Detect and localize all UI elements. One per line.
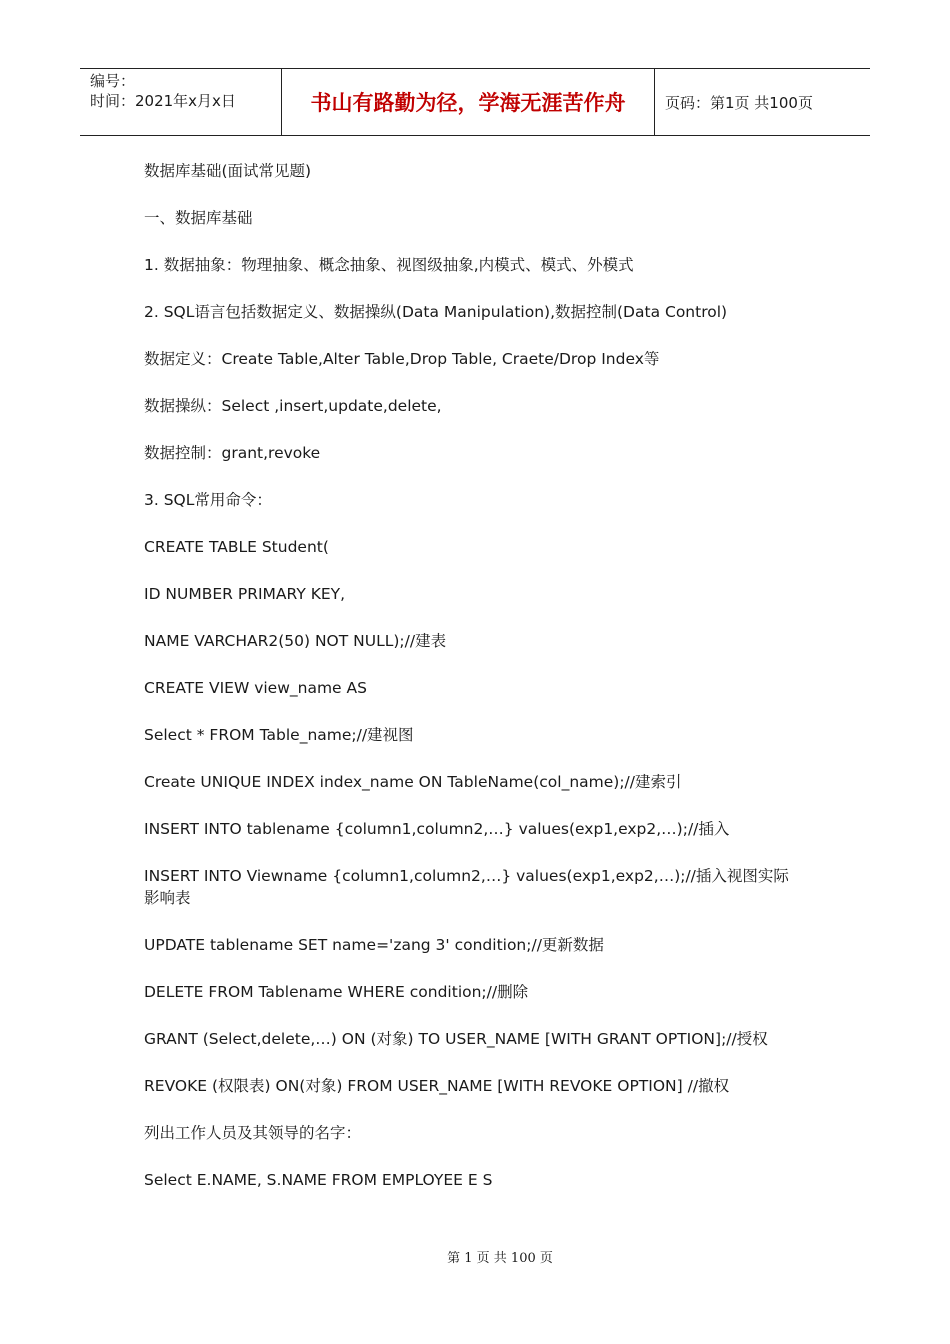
- document-time-label: 时间：2021年x月x日: [90, 92, 236, 110]
- code-line: DELETE FROM Tablename WHERE condition;//删除: [144, 983, 529, 1001]
- page-footer: [0, 1247, 950, 1266]
- header-motto: 书山有路勤为径，学海无涯苦作舟: [310, 91, 626, 115]
- code-line: INSERT INTO Viewname {column1,column2,…} values(exp1,exp2,…);//插入视图实际影响表: [144, 867, 789, 907]
- code-line: CREATE TABLE Student(: [144, 538, 329, 556]
- header-meta: [90, 71, 236, 111]
- code-line: ID NUMBER PRIMARY KEY,: [144, 585, 346, 603]
- code-line: UPDATE tablename SET name='zang 3' condition;//更新数据: [144, 936, 604, 954]
- code-line: Select E.NAME, S.NAME FROM EMPLOYEE E S: [144, 1171, 493, 1189]
- code-line: REVOKE (权限表) ON(对象) FROM USER_NAME [WITH REVOKE OPTION] //撤权: [144, 1077, 730, 1095]
- code-line: GRANT (Select,delete,…) ON (对象) TO USER_NAME [WITH GRANT OPTION];//授权: [144, 1030, 768, 1048]
- paragraph: 3. SQL常用命令：: [144, 491, 272, 509]
- paragraph: 1. 数据抽象：物理抽象、概念抽象、视图级抽象,内模式、模式、外模式: [144, 256, 634, 274]
- paragraph: 数据操纵：Select ,insert,update,delete,: [144, 397, 442, 415]
- code-line: Create UNIQUE INDEX index_name ON TableName(col_name);//建索引: [144, 773, 682, 791]
- paragraph: 列出工作人员及其领导的名字：: [144, 1124, 362, 1142]
- page-header: [80, 68, 870, 136]
- doc-title: 数据库基础(面试常见题): [144, 162, 312, 180]
- paragraph: 2. SQL语言包括数据定义、数据操纵(Data Manipulation),数据控制(Data Control): [144, 303, 728, 321]
- code-line: Select * FROM Table_name;//建视图: [144, 726, 414, 744]
- code-line: INSERT INTO tablename {column1,column2,…} values(exp1,exp2,…);//插入: [144, 820, 730, 838]
- section-heading: 一、数据库基础: [144, 209, 253, 227]
- code-line: NAME VARCHAR2(50) NOT NULL);//建表: [144, 632, 447, 650]
- header-page-info: 页码：第1页 共100页: [665, 93, 813, 112]
- footer-page-number: 第 1 页 共 100 页: [447, 1251, 553, 1266]
- paragraph: 数据控制：grant,revoke: [144, 444, 321, 462]
- document-number-label: 编号：: [90, 72, 136, 90]
- document-body: [144, 160, 804, 1216]
- paragraph: 数据定义：Create Table,Alter Table,Drop Table, Craete/Drop Index等: [144, 350, 660, 368]
- code-line: CREATE VIEW view_name AS: [144, 679, 367, 697]
- header-divider: [654, 69, 655, 135]
